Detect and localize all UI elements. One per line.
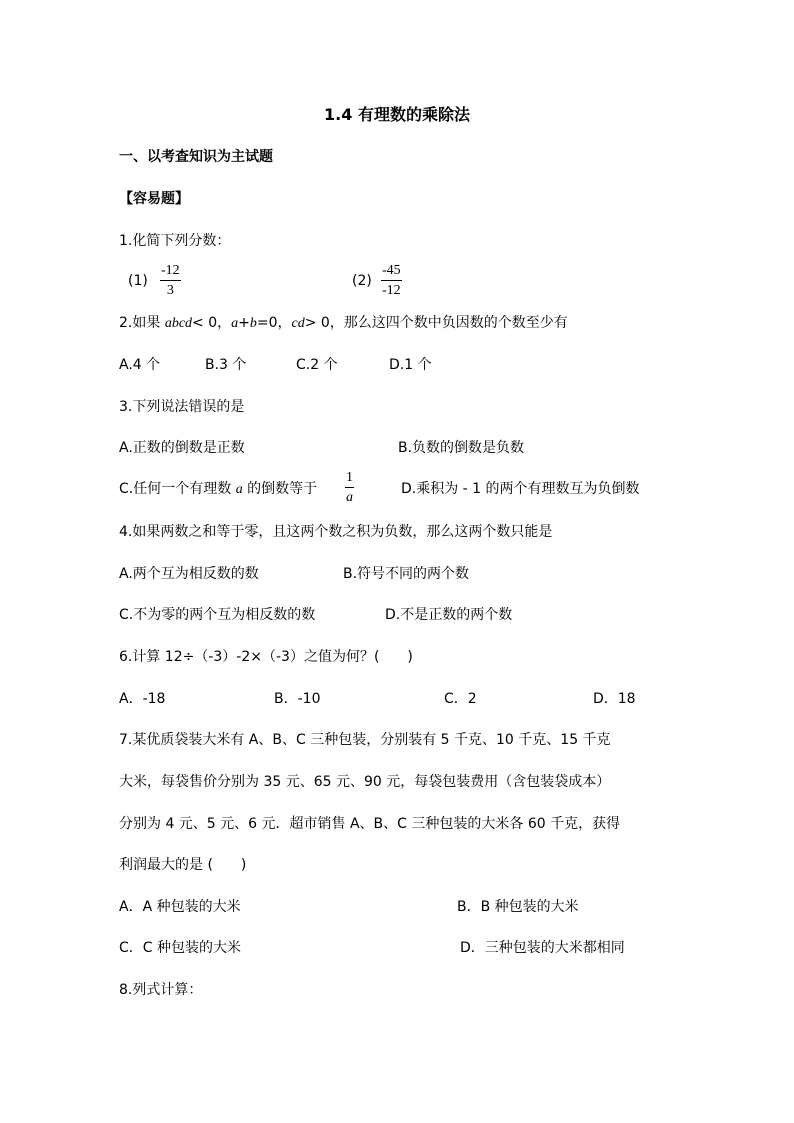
page-title: 1.4 有理数的乘除法 bbox=[324, 105, 470, 124]
q7-line-3: 分别为 4 元、5 元、6 元．超市销售 A、B、C 三种包装的大米各 60 千克，获得 bbox=[119, 816, 621, 832]
q1-part2-label: (2) bbox=[352, 273, 372, 289]
q1-part2-denominator: -12 bbox=[382, 283, 401, 298]
q2-option-c: C.2 个 bbox=[296, 357, 338, 373]
section-heading: 一、以考查知识为主试题 bbox=[119, 149, 273, 165]
q2-var: abcd bbox=[164, 316, 193, 331]
q6-option-d: D．18 bbox=[593, 691, 636, 707]
q4-option-d: D.不是正数的两个数 bbox=[385, 607, 513, 623]
q1-stem: 1.化简下列分数： bbox=[119, 233, 231, 249]
q1-part1-fraction bbox=[160, 263, 181, 299]
q2-option-d: D.1 个 bbox=[389, 357, 432, 373]
q2-option-b: B.3 个 bbox=[205, 357, 247, 373]
q2-text: + bbox=[238, 315, 250, 331]
q7-option-d: D．三种包装的大米都相同 bbox=[460, 940, 625, 956]
q4-option-c: C.不为零的两个互为相反数的数 bbox=[119, 607, 316, 623]
q7-line-1: 7.某优质袋装大米有 A、B、C 三种包装，分别装有 5 千克、10 千克、15 千克 bbox=[119, 732, 611, 748]
q7-line-2: 大米，每袋售价分别为 35 元、65 元、90 元，每袋包装费用（含包装袋成本） bbox=[119, 774, 611, 790]
q7-line-4: 利润最大的是 ( ) bbox=[119, 857, 247, 873]
q1-part1-denominator: 3 bbox=[166, 283, 174, 298]
q3-c-var: a bbox=[235, 482, 243, 497]
q3-c-denominator: a bbox=[346, 490, 353, 505]
fraction-bar bbox=[160, 280, 181, 281]
q6-option-a: A．-18 bbox=[119, 691, 166, 707]
q3-option-d: D.乘积为 - 1 的两个有理数互为负倒数 bbox=[401, 481, 640, 497]
q4-stem: 4.如果两数之和等于零，且这两个数之积为负数，那么这两个数只能是 bbox=[119, 524, 553, 540]
q2-text: < 0， bbox=[192, 315, 232, 331]
q8-stem: 8.列式计算： bbox=[119, 982, 203, 998]
q2-var: b bbox=[249, 316, 257, 331]
q4-option-a: A.两个互为相反数的数 bbox=[119, 566, 259, 582]
q3-c-numerator: 1 bbox=[346, 470, 353, 485]
q3-c-fraction bbox=[345, 470, 354, 506]
fraction-bar bbox=[345, 487, 354, 488]
q1-part1-label: (1) bbox=[128, 273, 148, 289]
q1-part1-numerator: -12 bbox=[161, 263, 180, 278]
q3-c-text: 的倒数等于 bbox=[242, 481, 318, 497]
q3-stem: 3.下列说法错误的是 bbox=[119, 399, 245, 415]
q7-option-c: C．C 种包装的大米 bbox=[119, 940, 242, 956]
fraction-bar bbox=[381, 280, 402, 281]
q6-option-b: B．-10 bbox=[274, 691, 321, 707]
q2-var: a bbox=[231, 316, 239, 331]
q3-c-text: C.任何一个有理数 bbox=[119, 481, 236, 497]
q6-stem: 6.计算 12÷（-3）-2×（-3）之值为何？( ) bbox=[119, 649, 413, 665]
q7-option-a: A．A 种包装的大米 bbox=[119, 899, 241, 915]
q2-text: =0， bbox=[256, 315, 292, 331]
q2-text: 2.如果 bbox=[119, 315, 165, 331]
q4-option-b: B.符号不同的两个数 bbox=[343, 566, 470, 582]
q1-part2-numerator: -45 bbox=[382, 263, 401, 278]
q7-option-b: B．B 种包装的大米 bbox=[457, 899, 579, 915]
q3-option-a: A.正数的倒数是正数 bbox=[119, 440, 245, 456]
q3-option-c bbox=[119, 479, 317, 500]
q2-stem bbox=[119, 313, 568, 334]
q1-part2-fraction bbox=[381, 263, 402, 299]
difficulty-label: 【容易题】 bbox=[119, 191, 189, 207]
q2-option-a: A.4 个 bbox=[119, 357, 161, 373]
q2-var: cd bbox=[291, 316, 305, 331]
q2-text: > 0，那么这四个数中负因数的个数至少有 bbox=[304, 315, 568, 331]
q6-option-c: C．2 bbox=[444, 691, 477, 707]
q3-option-b: B.负数的倒数是负数 bbox=[398, 440, 525, 456]
